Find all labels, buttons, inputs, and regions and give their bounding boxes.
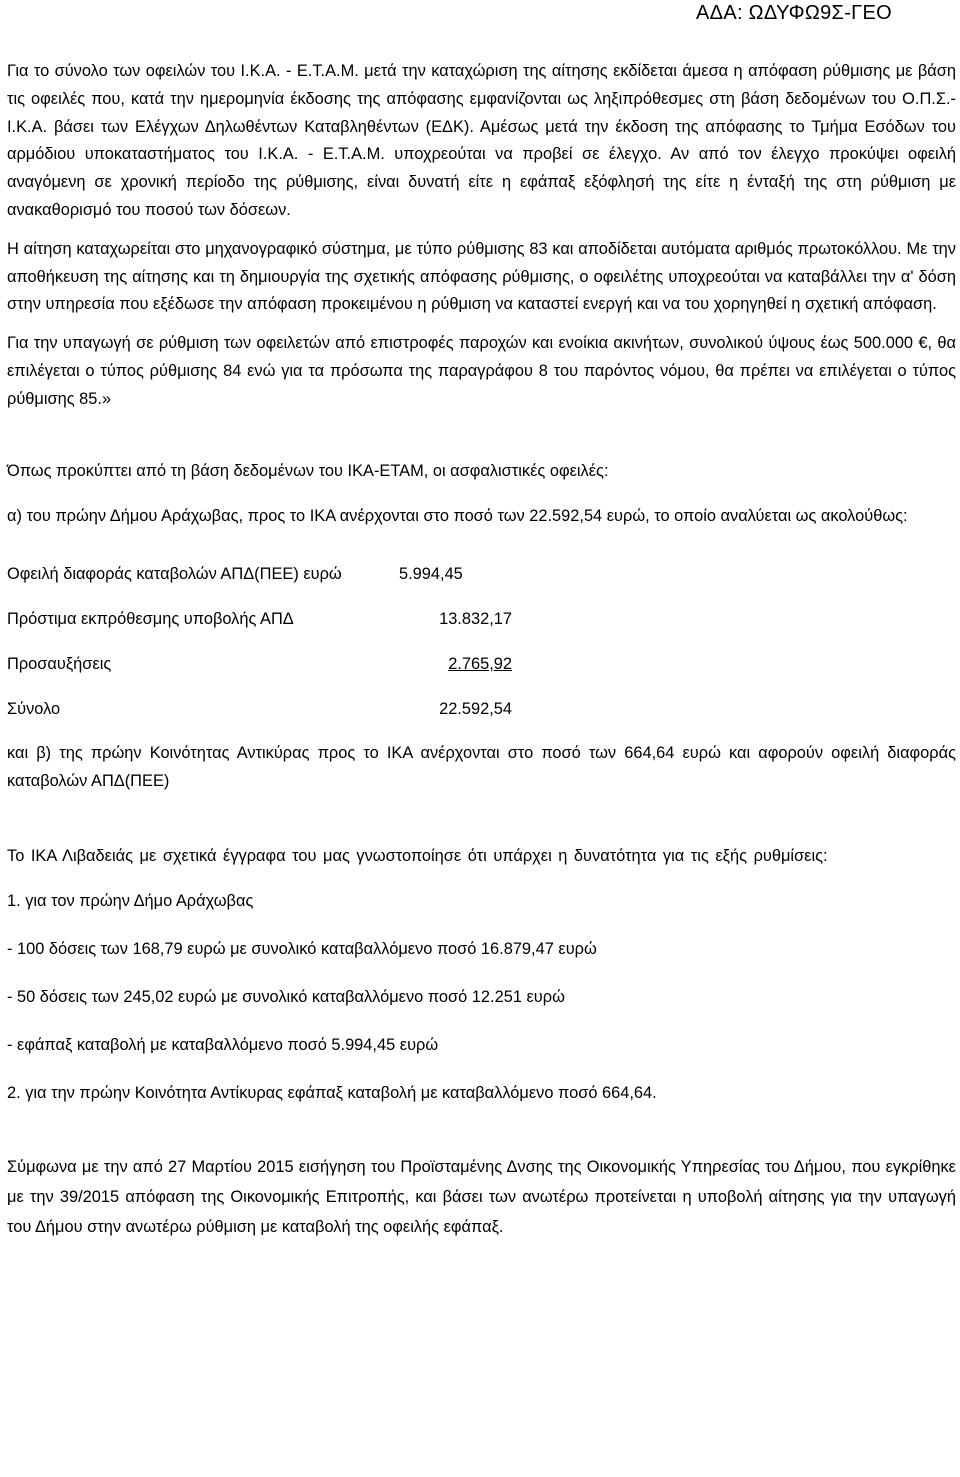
list-item: - εφάπαξ καταβολή με καταβαλλόμενο ποσό 5.994,45 ευρώ [7, 1035, 439, 1054]
debt-label: Πρόστιμα εκπρόθεσμης υποβολής ΑΠΔ [7, 609, 294, 628]
paragraph-application-registration: Η αίτηση καταχωρείται στο μηχανογραφικό σύστημα, με τύπο ρύθμισης 83 και αποδίδεται αυτόματα αριθμός πρωτοκόλλου. Με την αποθήκευση της αίτησης και τη δημιουργία της σχετικής απόφασης ρύθμισης, ο οφειλέτης υποχρεούται να καταβάλλει την α' δόση στην υπηρεσία που εξέδωσε την απόφαση προκειμένου η ρύθμιση να καταστεί ενεργή και να του χορηγηθεί η σχετική απόφαση. [7, 239, 956, 314]
list-item: 2. για την πρώην Κοινότητα Αντίκυρας εφάπαξ καταβολή με καταβαλλόμενο ποσό 664,64. [7, 1083, 657, 1102]
debt-amount: 13.832,17 [439, 609, 512, 628]
paragraph-insurance-debts: Όπως προκύπτει από τη βάση δεδομένων του ΙΚΑ-ΕΤΑΜ, οι ασφαλιστικές οφειλές: [7, 461, 609, 480]
paragraph-arachova-debt: α) του πρώην Δήμου Αράχωβας, προς το ΙΚΑ ανέρχονται στο ποσό των 22.592,54 ευρώ, το οποίο αναλύεται ως ακολούθως: [7, 507, 908, 526]
ada-code: ΑΔΑ: ΩΔΥΦΩ9Σ-ΓΕΟ [696, 2, 892, 24]
table-row [7, 552, 512, 597]
paragraph-settlement-types: Για την υπαγωγή σε ρύθμιση των οφειλετών από επιστροφές παροχών και ενοίκια ακινήτων, συνολικού ύψους έως 500.000 €, θα επιλέγεται ο τύπος ρύθμισης 84 ενώ για τα πρόσωπα της παραγράφου 8 του παρόντος νόμου, θα πρέπει να επιλέγεται ο τύπος ρύθμισης 85.» [7, 334, 956, 408]
paragraph-ika-process: Για το σύνολο των οφειλών του Ι.Κ.Α. - Ε.Τ.Α.Μ. μετά την καταχώριση της αίτησης εκδίδεται άμεσα η απόφαση ρύθμισης με βάση τις οφειλές που, κατά την ημερομηνία έκδοσης της απόφασης εμφανίζονται ως ληξιπρόθεσμες στη βάση δεδομένων του Ο.Π.Σ.-Ι.Κ.Α. βάσει των Ελέγχων Δηλωθέντων Καταβληθέντων (ΕΔΚ). Αμέσως μετά την έκδοση της απόφασης το Τμήμα Εσόδων του αρμόδιου υποκαταστήματος του Ι.Κ.Α. - Ε.Τ.Α.Μ. υποχρεούται να προβεί σε έλεγχο. Αν από τον έλεγχο προκύψει οφειλή αναγόμενη σε χρονική περίοδο της ρύθμισης, είναι δυνατή είτε η εφάπαξ εξόφλησή της είτε η ένταξή της στη ρύθμιση με ανακαθορισμό του ποσού των δόσεων. [7, 62, 956, 219]
table-row [7, 642, 512, 687]
debt-total-label: Σύνολο [7, 699, 61, 718]
debt-label: Προσαυξήσεις [7, 654, 112, 673]
list-item: 1. για τον πρώην Δήμο Αράχωβας [7, 891, 254, 910]
debt-breakdown-table [7, 552, 512, 732]
settlement-options-list [7, 888, 956, 1128]
paragraph-proposal: Σύμφωνα με την από 27 Μαρτίου 2015 εισήγηση του Προϊσταμένης Δνσης της Οικονομικής Υπηρεσίας του Δήμου, που εγκρίθηκε με την 39/2015 απόφαση της Οικονομικής Επιτροπής, και βάσει των ανωτέρω προτείνεται η υποβολή αίτησης για την υπαγωγή του Δήμου στην ανωτέρω ρύθμιση με καταβολή της οφειλής εφάπαξ. [7, 1157, 956, 1236]
document-body [7, 58, 956, 1242]
debt-label: Οφειλή διαφοράς καταβολών ΑΠΔ(ΠΕΕ) ευρώ [7, 564, 342, 583]
paragraph-ika-livadeia: Το ΙΚΑ Λιβαδειάς με σχετικά έγγραφα του μας γνωστοποίησε ότι υπάρχει η δυνατότητα για τις εξής ρυθμίσεις: [7, 846, 828, 865]
debt-amount-underlined [399, 642, 512, 687]
table-row [7, 597, 512, 642]
underlined-amount: 2.765,92 [448, 654, 512, 673]
paragraph-antikyra-debt: και β) της πρώην Κοινότητας Αντικύρας προς το ΙΚΑ ανέρχονται στο ποσό των 664,64 ευρώ και αφορούν οφειλή διαφοράς καταβολών ΑΠΔ(ΠΕΕ) [7, 744, 956, 791]
list-item: - 100 δόσεις των 168,79 ευρώ με συνολικό καταβαλλόμενο ποσό 16.879,47 ευρώ [7, 939, 597, 958]
debt-amount: 5.994,45 [399, 564, 463, 583]
list-item: - 50 δόσεις των 245,02 ευρώ με συνολικό καταβαλλόμενο ποσό 12.251 ευρώ [7, 987, 565, 1006]
table-row [7, 687, 512, 732]
debt-total-amount: 22.592,54 [439, 699, 512, 718]
